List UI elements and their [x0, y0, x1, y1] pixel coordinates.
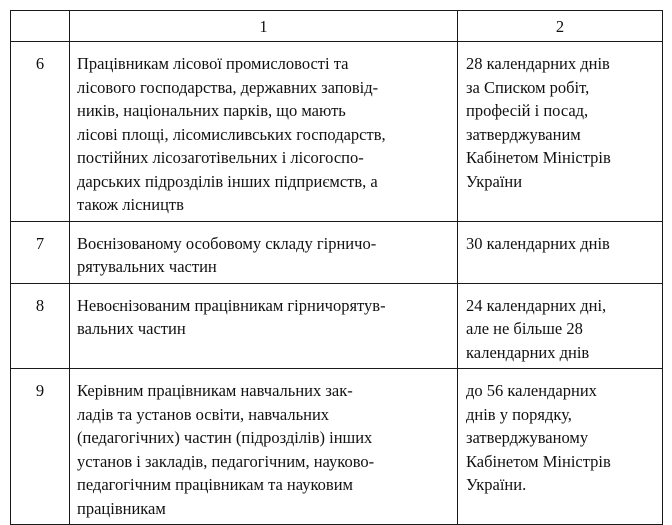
- row-description: [70, 221, 458, 283]
- duration-line: України.: [466, 475, 527, 494]
- duration-line: затверджуваному: [466, 428, 589, 447]
- table-row: [11, 42, 663, 222]
- row-description: [70, 42, 458, 222]
- row-duration: [458, 369, 663, 525]
- duration-line: днів у порядку,: [466, 404, 572, 424]
- header-cell-duration: 2: [458, 11, 663, 42]
- row-number: 9: [11, 369, 70, 525]
- header-cell-number: [11, 11, 70, 42]
- row-number: 8: [11, 283, 70, 369]
- description-line: Керівним працівникам навчальних зак-: [77, 381, 353, 400]
- table-header-row: [11, 11, 663, 42]
- description-line: рятувальних частин: [77, 257, 217, 276]
- description-line: вальних частин: [77, 319, 186, 338]
- description-line: (педагогічних) частин (підрозділів) інших: [77, 428, 373, 447]
- description-line: постійних лісозаготівельних і лісогоспо-: [77, 148, 364, 167]
- duration-line: Кабінетом Міністрів: [466, 451, 611, 471]
- duration-line: календарних днів: [466, 342, 590, 362]
- description-line: педагогічним працівникам та науковим: [77, 475, 353, 494]
- description-line: працівникам: [77, 498, 166, 518]
- description-line: лісові площі, лісомисливських господарств,: [77, 124, 386, 144]
- duration-line: до 56 календарних: [466, 381, 597, 400]
- description-line: дарських підрозділів інших підприємств, а: [77, 171, 378, 191]
- row-duration: [458, 221, 663, 283]
- description-line: Працівникам лісової промисловості та: [77, 54, 349, 73]
- table-row: [11, 369, 663, 525]
- description-line: Невоєнізованим працівникам гірничорятув-: [77, 295, 386, 315]
- row-number: 7: [11, 221, 70, 283]
- duration-line: але не більше 28: [466, 319, 583, 338]
- duration-line: Кабінетом Міністрів: [466, 148, 611, 167]
- table-row: [11, 221, 663, 283]
- description-line: ників, національних парків, що мають: [77, 101, 346, 120]
- row-duration: [458, 283, 663, 369]
- duration-line: 30 календарних днів: [466, 233, 610, 253]
- row-description: [70, 283, 458, 369]
- leave-table: [10, 10, 663, 525]
- table-row: [11, 283, 663, 369]
- description-line: установ і закладів, педагогічним, науково-: [77, 451, 375, 471]
- duration-line: професій і посад,: [466, 101, 589, 120]
- row-description: [70, 369, 458, 525]
- row-number: 6: [11, 42, 70, 222]
- row-duration: [458, 42, 663, 222]
- duration-line: 28 календарних днів: [466, 54, 610, 73]
- description-line: лісового господарства, державних заповід-: [77, 77, 379, 97]
- duration-line: 24 календарних дні,: [466, 295, 607, 315]
- duration-line: України: [466, 171, 523, 191]
- duration-line: за Списком робіт,: [466, 77, 590, 97]
- description-line: також лісництв: [77, 195, 184, 214]
- description-line: ладів та установ освіти, навчальних: [77, 404, 330, 424]
- header-cell-category: 1: [70, 11, 458, 42]
- description-line: Воєнізованому особовому складу гірничо-: [77, 233, 377, 253]
- duration-line: затверджуваним: [466, 124, 581, 144]
